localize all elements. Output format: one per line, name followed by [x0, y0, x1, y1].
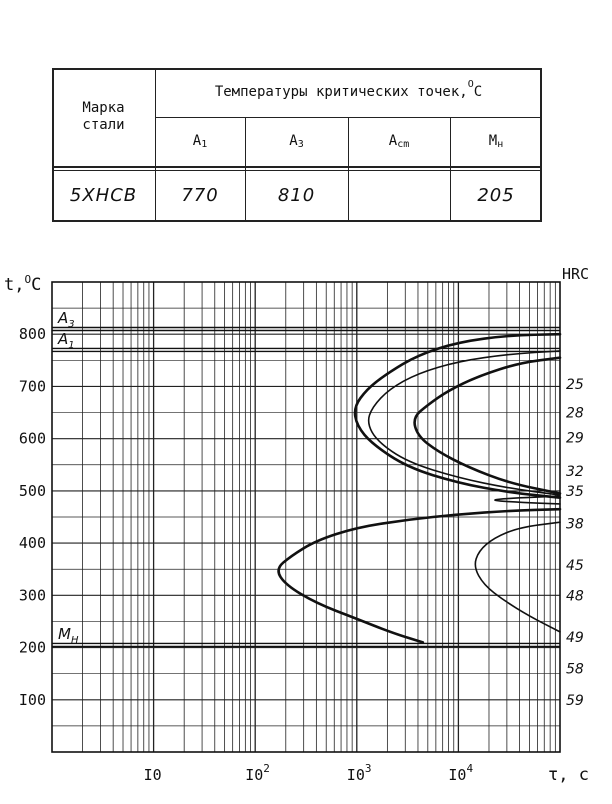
critical-line-label: $M_H$ — [58, 624, 79, 646]
hrc-label: 48 — [566, 588, 584, 605]
hrc-label: 38 — [566, 516, 584, 533]
x-axis-label: τ, с — [548, 765, 589, 785]
critical-points-table — [52, 68, 542, 222]
column-header-main: А — [192, 132, 202, 149]
column-header-mn — [450, 117, 542, 166]
temps-unit: С — [473, 83, 483, 100]
column-header-a1 — [155, 117, 245, 166]
y-tick-label: 200 — [18, 638, 46, 657]
ttt-diagram — [0, 240, 612, 800]
hrc-label: 29 — [566, 430, 584, 447]
x-tick-labels — [144, 762, 474, 784]
steel-grade-cell: 5XHCB — [69, 184, 138, 206]
column-header-sub: н — [497, 139, 504, 151]
a1-value-cell: 770 — [181, 184, 219, 206]
y-tick-labels — [19, 325, 46, 709]
grade-header: Марка стали — [82, 99, 125, 133]
temps-unit-degree: О — [467, 79, 474, 91]
hrc-label: 59 — [566, 692, 584, 709]
table-divider — [52, 166, 542, 168]
x-tick-label: I0 — [143, 766, 162, 784]
hrc-label: 45 — [566, 558, 584, 575]
y-tick-label: 400 — [18, 534, 46, 553]
y-tick-label: 700 — [18, 377, 46, 396]
hrc-label: 35 — [566, 483, 584, 500]
x-tick-label: $I0^3$ — [346, 762, 372, 784]
column-header-sub: cm — [397, 139, 410, 151]
column-header-a3 — [245, 117, 348, 166]
hrc-label: 58 — [566, 661, 584, 678]
mn-value-cell: 205 — [477, 184, 515, 206]
chart-grid — [52, 282, 560, 752]
critical-line-label: $A_3$ — [58, 309, 75, 330]
hrc-axis-label: HRC — [562, 265, 590, 283]
column-header-sub: 3 — [297, 139, 304, 151]
y-tick-label: 500 — [18, 481, 46, 500]
hrc-labels — [566, 377, 584, 709]
x-tick-label: $I0^4$ — [448, 762, 474, 784]
column-header-main: А — [289, 132, 298, 149]
column-header-main: М — [488, 132, 498, 149]
transformation-curve — [415, 358, 560, 494]
acm-value-cell — [348, 170, 450, 222]
transformation-curve — [475, 522, 560, 632]
y-tick-label: 800 — [18, 325, 46, 344]
hrc-label: 32 — [566, 464, 584, 481]
y-tick-label: 300 — [18, 586, 46, 605]
x-tick-label: $I0^2$ — [245, 762, 270, 784]
transformation-curve — [369, 351, 560, 495]
temps-header-text: Температуры критических точек, — [214, 83, 468, 100]
hrc-label: 28 — [566, 405, 584, 422]
column-header-sub: 1 — [201, 139, 208, 151]
a3-value-cell: 810 — [277, 184, 316, 206]
y-tick-label: I00 — [18, 690, 46, 709]
hrc-label: 25 — [566, 376, 584, 393]
column-header-main: А — [388, 132, 398, 149]
column-header-acm — [348, 117, 450, 166]
hrc-label: 49 — [566, 630, 584, 647]
transformation-curves — [279, 334, 560, 642]
y-axis-label: t,$^O$C — [4, 273, 42, 295]
critical-line-label: $A_1$ — [58, 329, 75, 351]
y-tick-label: 600 — [18, 429, 46, 448]
temps-header — [155, 68, 542, 117]
